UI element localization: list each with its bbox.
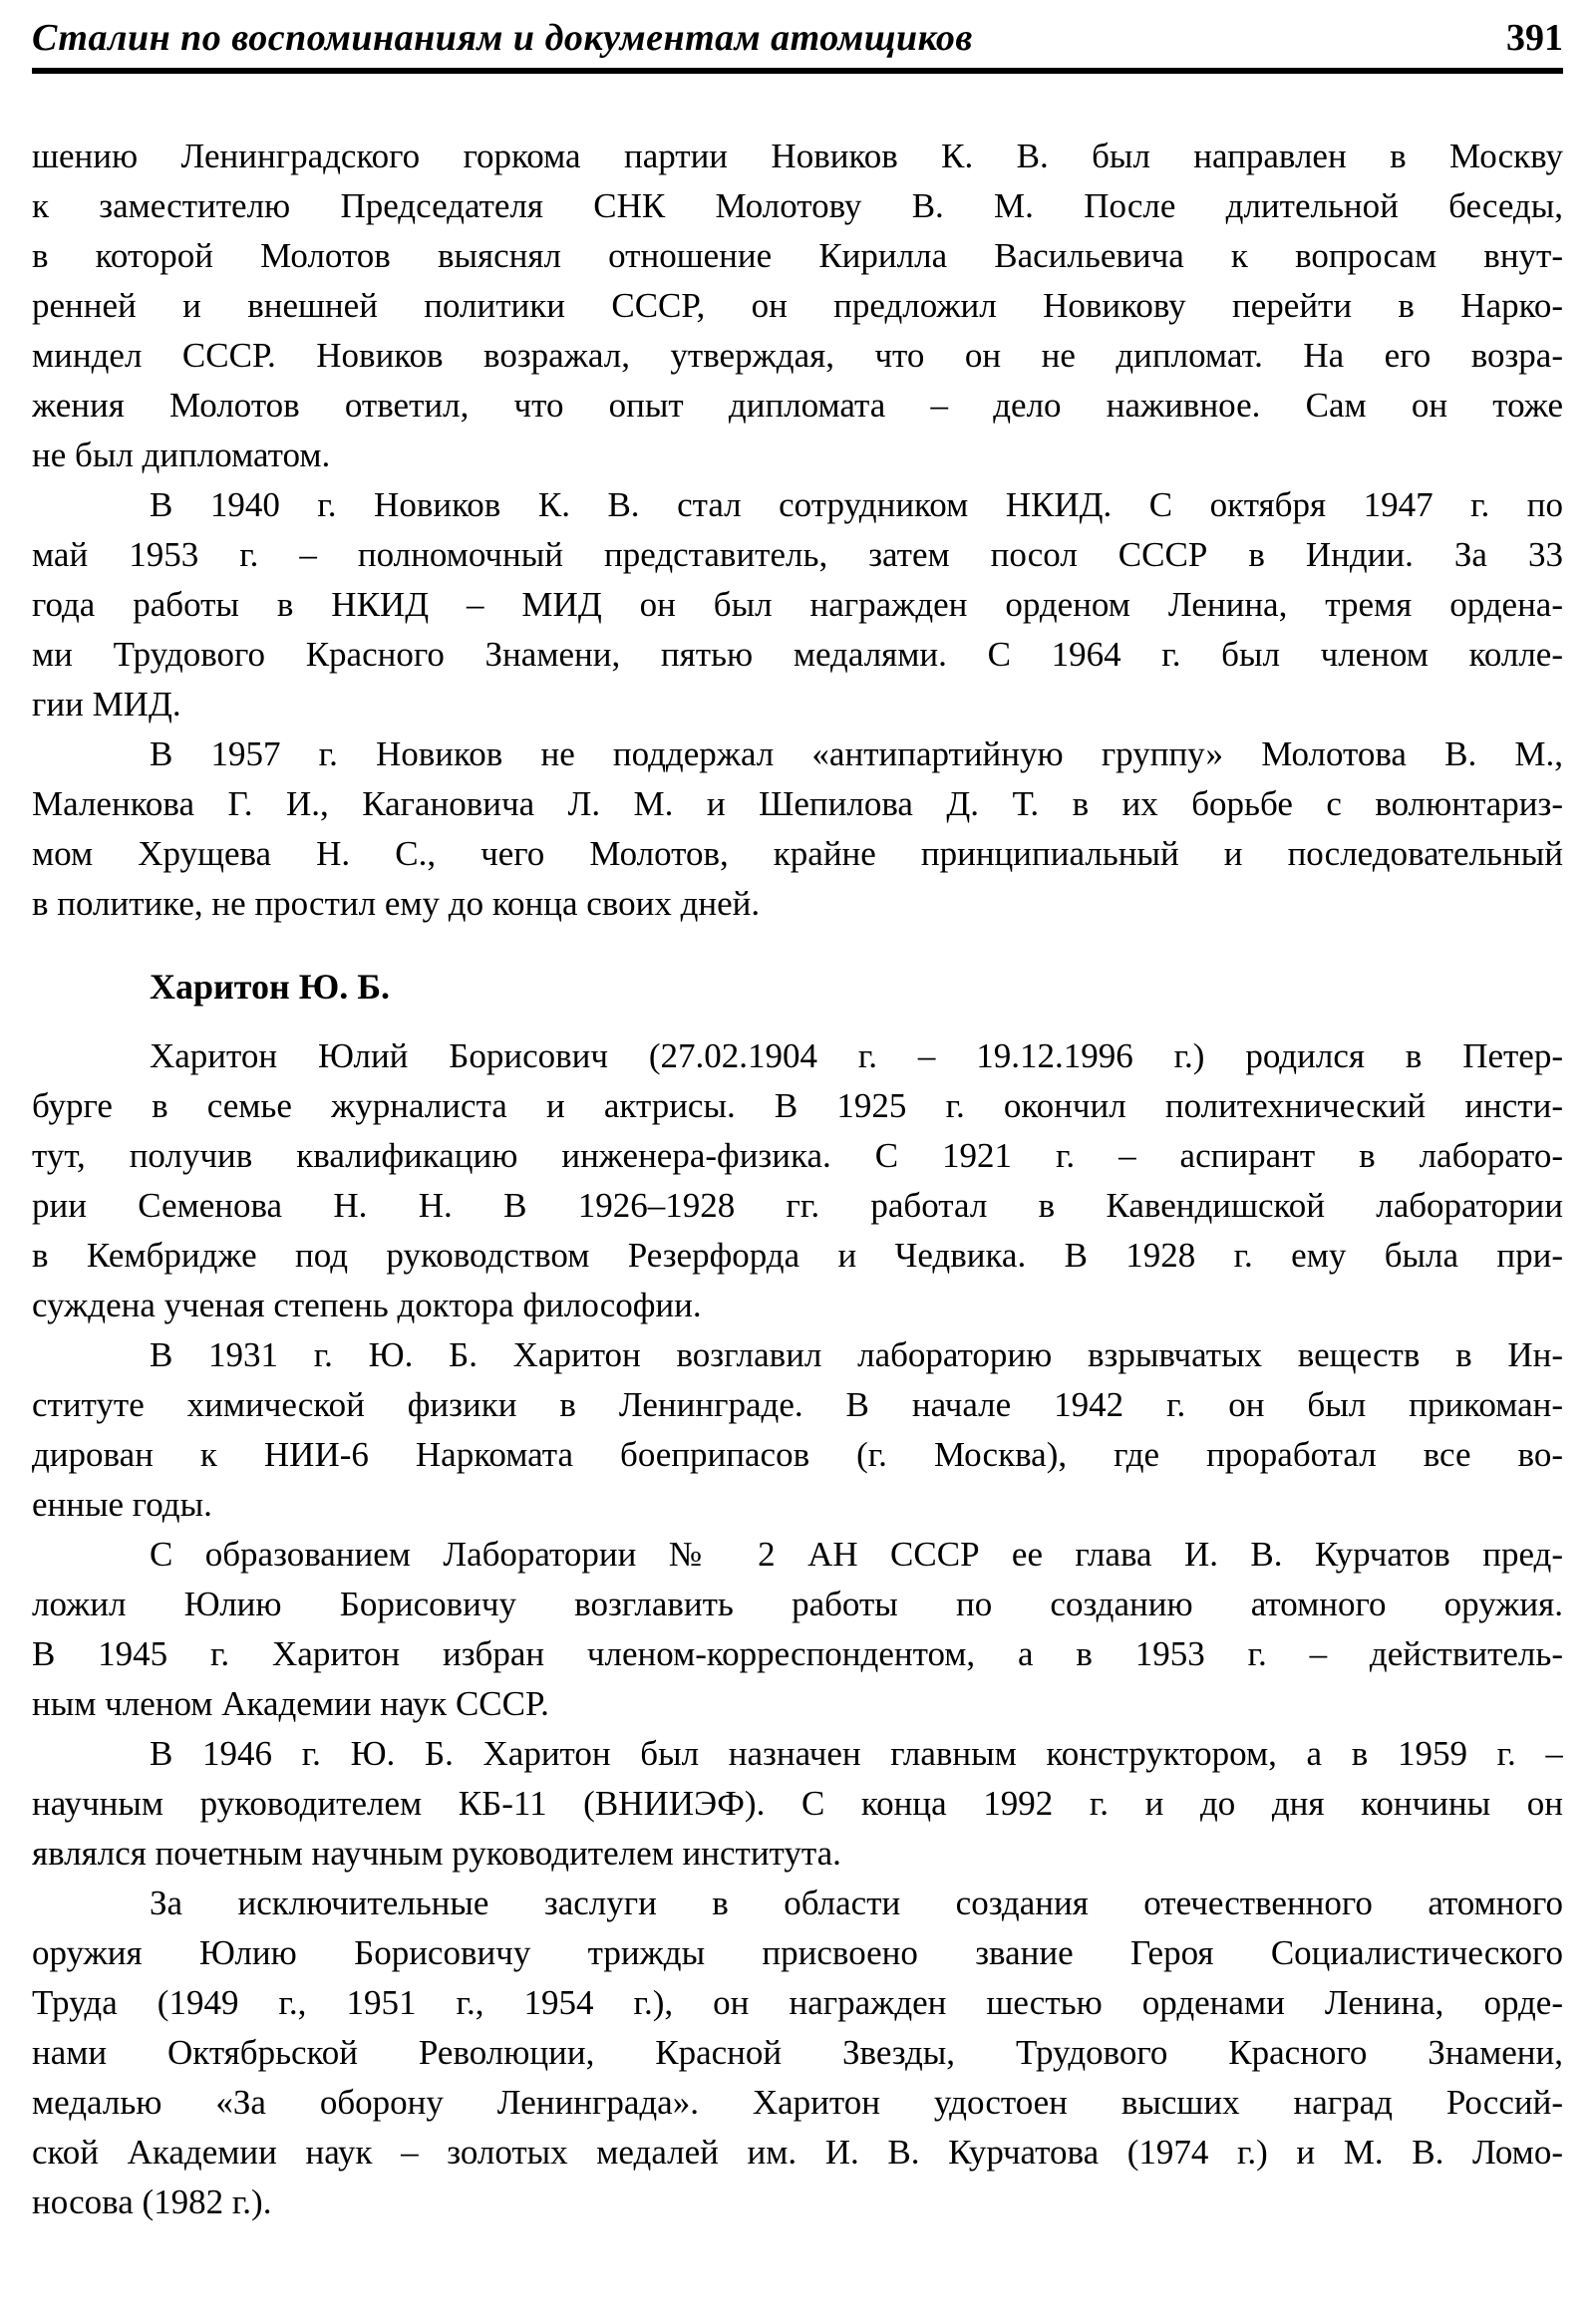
paragraph [32, 1879, 1563, 2227]
text-line: гии МИД. [32, 685, 181, 724]
page-number: 391 [1506, 17, 1563, 59]
text-line: жения Молотов ответил, что опыт дипломата – дело наживное. Сам он тоже [32, 386, 1563, 425]
header-rule [32, 68, 1563, 74]
text-line: ренней и внешней политики СССР, он предложил Новикову перейти в Нарко- [32, 286, 1563, 325]
paragraph [32, 480, 1563, 729]
paragraph [32, 1729, 1563, 1879]
text-line: оружия Юлию Борисовичу трижды присвоено звание Героя Социалистического [32, 1933, 1563, 1972]
text-line: ми Трудового Красного Знамени, пятью медалями. С 1964 г. был членом колле- [32, 635, 1563, 674]
text-line: дирован к НИИ-6 Наркомата боеприпасов (г. Москва), где проработал все во- [32, 1435, 1563, 1474]
text-line: В 1946 г. Ю. Б. Харитон был назначен главным конструктором, а в 1959 г. – [150, 1734, 1563, 1773]
text-line: Маленкова Г. И., Кагановича Л. М. и Шепилова Д. Т. в их борьбе с волюнтариз- [32, 784, 1563, 823]
text-line: научным руководителем КБ-11 (ВНИИЭФ). С конца 1992 г. и до дня кончины он [32, 1784, 1563, 1823]
text-line: Харитон Юлий Борисович (27.02.1904 г. – 19.12.1996 г.) родился в Петер- [150, 1036, 1563, 1075]
text-line: в политике, не простил ему до конца своих дней. [32, 884, 761, 923]
text-line: тут, получив квалификацию инженера-физика. С 1921 г. – аспирант в лаборато- [32, 1136, 1563, 1175]
text-line: ным членом Академии наук СССР. [32, 1684, 549, 1723]
paragraph [32, 729, 1563, 929]
section-heading: Харитон Ю. Б. [150, 967, 391, 1007]
running-header-title: Сталин по воспоминаниям и документам атомщиков [32, 17, 973, 59]
text-line: В 1940 г. Новиков К. В. стал сотрудником НКИД. С октября 1947 г. по [150, 485, 1563, 524]
section [32, 132, 1563, 929]
page-content [32, 0, 1563, 2227]
running-header [32, 0, 1563, 60]
text-line: енные годы. [32, 1485, 212, 1524]
paragraph [32, 1330, 1563, 1530]
text-line: в которой Молотов выяснял отношение Кирилла Васильевича к вопросам внут- [32, 236, 1563, 275]
text-line: в Кембридже под руководством Резерфорда и Чедвика. В 1928 г. ему была при- [32, 1236, 1563, 1275]
text-line: ской Академии наук – золотых медалей им. И. В. Курчатова (1974 г.) и М. В. Ломо- [32, 2133, 1563, 2172]
section [32, 962, 1563, 2227]
text-line: мом Хрущева Н. С., чего Молотов, крайне принципиальный и последовательный [32, 834, 1563, 873]
text-line: В 1957 г. Новиков не поддержал «антипартийную группу» Молотова В. М., [150, 734, 1563, 773]
text-line: За исключительные заслуги в области создания отечественного атомного [150, 1884, 1563, 1922]
text-line: года работы в НКИД – МИД он был награжден орденом Ленина, тремя ордена- [32, 585, 1563, 624]
text-line: нами Октябрьской Революции, Красной Звезды, Трудового Красного Знамени, [32, 2033, 1563, 2072]
paragraph [32, 132, 1563, 480]
text-line: шению Ленинградского горкома партии Новиков К. В. был направлен в Москву [32, 137, 1563, 175]
text-line: рии Семенова Н. Н. В 1926–1928 гг. работал в Кавендишской лаборатории [32, 1186, 1563, 1225]
text-line: С образованием Лаборатории № 2 АН СССР ее глава И. В. Курчатов пред- [150, 1535, 1563, 1574]
text-line: В 1931 г. Ю. Б. Харитон возглавил лабораторию взрывчатых веществ в Ин- [150, 1335, 1563, 1374]
text-line: бурге в семье журналиста и актрисы. В 1925 г. окончил политехнический инсти- [32, 1086, 1563, 1125]
text-line: миндел СССР. Новиков возражал, утверждая, что он не дипломат. На его возра- [32, 336, 1563, 375]
text-line: май 1953 г. – полномочный представитель, затем посол СССР в Индии. За 33 [32, 535, 1563, 574]
text-line: суждена ученая степень доктора философии. [32, 1286, 702, 1324]
text-line: ституте химической физики в Ленинграде. В начале 1942 г. он был прикоман- [32, 1385, 1563, 1424]
text-line: к заместителю Председателя СНК Молотову В. М. После длительной беседы, [32, 186, 1563, 225]
text-line: медалью «За оборону Ленинграда». Харитон удостоен высших наград Россий- [32, 2083, 1563, 2122]
text-line: В 1945 г. Харитон избран членом-корреспондентом, а в 1953 г. – действитель- [32, 1634, 1563, 1673]
paragraph [32, 1530, 1563, 1729]
text-line: не был дипломатом. [32, 436, 331, 474]
text-line: ложил Юлию Борисовичу возглавить работы по созданию атомного оружия. [32, 1585, 1563, 1623]
paragraph [32, 1031, 1563, 1330]
text-line: носова (1982 г.). [32, 2182, 272, 2221]
text-line: являлся почетным научным руководителем института. [32, 1834, 841, 1873]
text-line: Труда (1949 г., 1951 г., 1954 г.), он награжден шестью орденами Ленина, орде- [32, 1983, 1563, 2022]
body-text [32, 132, 1563, 2227]
